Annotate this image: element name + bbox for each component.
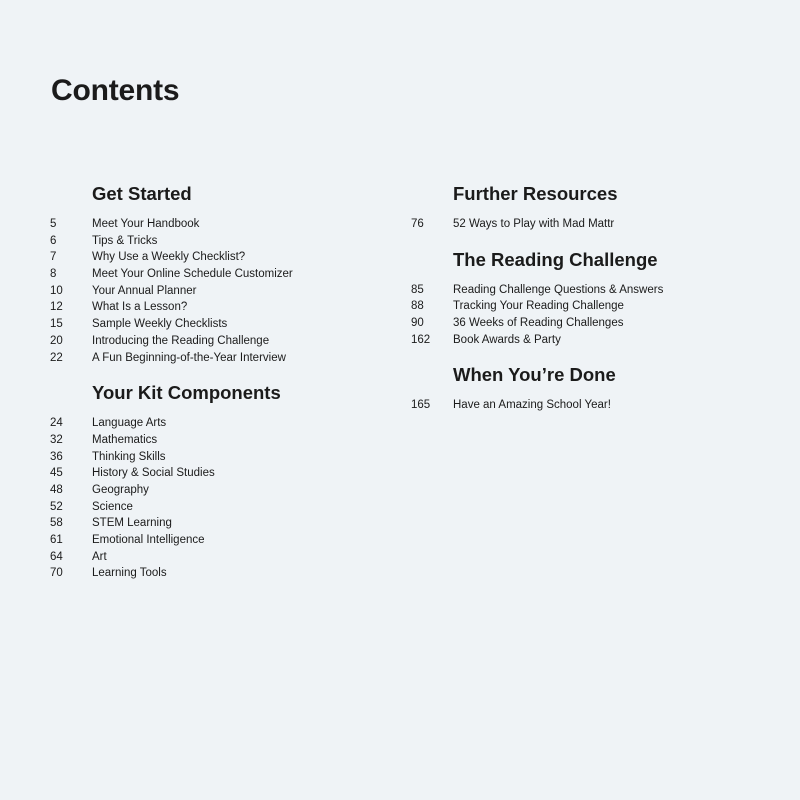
toc-entry	[50, 565, 390, 582]
page-number: 88	[411, 300, 424, 313]
entry-label: 36 Weeks of Reading Challenges	[453, 317, 624, 330]
page-number: 32	[50, 433, 63, 446]
toc-entry	[50, 449, 390, 466]
section-title: The Reading Challenge	[453, 248, 658, 270]
entry-label: Geography	[92, 483, 149, 496]
entry-label: Learning Tools	[92, 567, 167, 580]
toc-entry	[50, 482, 390, 499]
entry-label: Introducing the Reading Challenge	[92, 334, 270, 347]
toc-entry	[411, 216, 751, 233]
page-number: 22	[50, 351, 63, 364]
entry-label: What Is a Lesson?	[92, 301, 188, 314]
toc-entry	[50, 333, 390, 350]
section-get-started	[50, 180, 390, 366]
entry-label: Language Arts	[92, 417, 167, 430]
section-title: Get Started	[92, 183, 192, 204]
page-number: 52	[50, 500, 63, 513]
entry-label: Sample Weekly Checklists	[92, 318, 228, 331]
toc-entry	[50, 216, 390, 233]
section-title: Further Resources	[453, 183, 618, 204]
entry-label: Meet Your Online Schedule Customizer	[92, 268, 293, 281]
entry-label: History & Social Studies	[92, 467, 215, 480]
toc-entry	[50, 532, 390, 549]
section-further-resources	[411, 180, 751, 233]
section-the-reading-challenge	[411, 246, 751, 349]
toc-entry	[411, 282, 751, 299]
toc-entry	[50, 299, 390, 316]
page-number: 45	[50, 467, 63, 480]
page-number: 48	[50, 483, 63, 496]
entry-label: A Fun Beginning-of-the-Year Interview	[92, 351, 286, 364]
page-number: 85	[411, 283, 424, 296]
entry-label: Tips & Tricks	[92, 234, 158, 247]
page-number: 5	[50, 218, 57, 230]
toc-entry	[50, 350, 390, 367]
section-title: When You’re Done	[453, 364, 616, 386]
toc-entry	[411, 298, 751, 315]
entry-label: Book Awards & Party	[453, 333, 561, 346]
entry-label: Why Use a Weekly Checklist?	[92, 251, 246, 264]
page-number: 7	[50, 251, 57, 264]
page-number: 58	[50, 517, 63, 530]
page-number: 165	[411, 399, 431, 412]
page-number: 162	[411, 333, 431, 346]
section-when-youre-done	[411, 361, 751, 414]
entry-label: Art	[92, 550, 107, 563]
entry-label: Meet Your Handbook	[92, 218, 200, 230]
page-title: Contents	[51, 74, 180, 107]
entry-label: Mathematics	[92, 433, 158, 446]
page-number: 90	[411, 317, 424, 330]
toc-entry	[50, 233, 390, 250]
page-number: 70	[50, 567, 63, 580]
toc-entry	[50, 415, 390, 432]
entry-label: Have an Amazing School Year!	[453, 399, 611, 412]
page-number: 64	[50, 550, 63, 563]
page-number: 36	[50, 450, 63, 463]
toc-entry	[411, 332, 751, 349]
entry-label: Reading Challenge Questions & Answers	[453, 283, 664, 296]
entry-label: Science	[92, 500, 133, 513]
page-number: 10	[50, 284, 63, 297]
page-number: 15	[50, 318, 63, 331]
toc-entry	[50, 316, 390, 333]
page-number: 76	[411, 218, 424, 230]
page-number: 8	[50, 268, 57, 281]
entry-label: 52 Ways to Play with Mad Mattr	[453, 218, 615, 230]
toc-entry	[50, 515, 390, 532]
section-your-kit-components	[50, 379, 390, 582]
toc-entry	[411, 315, 751, 332]
toc-entry	[50, 499, 390, 516]
entry-label: Tracking Your Reading Challenge	[453, 300, 624, 313]
toc-entry	[50, 549, 390, 566]
contents-column-left	[50, 180, 390, 595]
page-number: 12	[50, 301, 63, 314]
toc-entry	[411, 397, 751, 414]
toc-entry	[50, 283, 390, 300]
entry-label: Emotional Intelligence	[92, 534, 205, 546]
entry-label: Thinking Skills	[92, 450, 166, 463]
toc-entry	[50, 432, 390, 449]
page-number: 20	[50, 334, 63, 347]
page-number: 6	[50, 234, 57, 247]
toc-entry	[50, 465, 390, 482]
entry-label: STEM Learning	[92, 517, 172, 530]
page-number: 24	[50, 417, 63, 430]
entry-label: Your Annual Planner	[92, 284, 197, 297]
toc-entry	[50, 266, 390, 283]
section-title: Your Kit Components	[92, 382, 281, 404]
toc-entry	[50, 249, 390, 266]
page-number: 61	[50, 534, 63, 546]
contents-column-right	[411, 180, 751, 427]
